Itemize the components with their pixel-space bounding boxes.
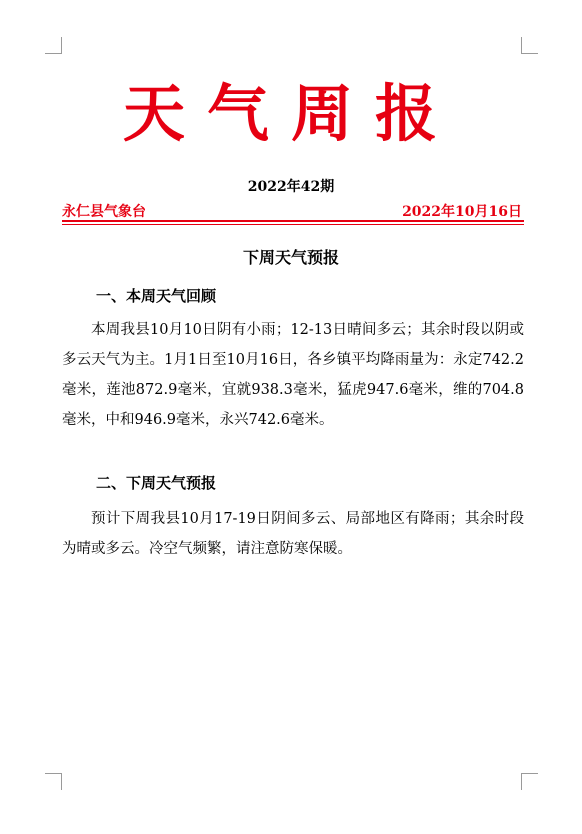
section-body-review: 本周我县10月10日阴有小雨；12-13日晴间多云；其余时段以阴或多云天气为主。1月1日至10月16日，各乡镇平均降雨量为：永定742.2毫米，莲池872.9毫米，宜就938.3毫米，猛虎947.6毫米，维的704.8毫米，中和946.9毫米，永兴742.6毫米。	[62, 322, 524, 428]
document-subtitle: 下周天气预报	[242, 248, 339, 267]
section-heading-forecast: 二、下周天气预报	[96, 474, 217, 492]
section-heading-review: 一、本周天气回顾	[96, 287, 217, 305]
byline	[62, 201, 522, 221]
page-corner-mark-top-right	[521, 37, 538, 54]
page-corner-mark-top-left	[45, 37, 62, 54]
organization-name: 永仁县气象台	[62, 204, 146, 220]
page-corner-mark-bottom-right	[521, 773, 538, 790]
header-rule-thick	[62, 220, 524, 222]
masthead-title: 天气周报	[122, 77, 459, 150]
page-corner-mark-bottom-left	[45, 773, 62, 790]
section-body-forecast: 预计下周我县10月17-19日阴间多云、局部地区有降雨；其余时段为晴或多云。冷空气频繁，请注意防寒保暖。	[62, 511, 524, 557]
header-rule-thin	[62, 224, 524, 225]
issue-number: 2022年42期	[247, 179, 335, 195]
publish-date: 2022年10月16日	[402, 204, 522, 220]
